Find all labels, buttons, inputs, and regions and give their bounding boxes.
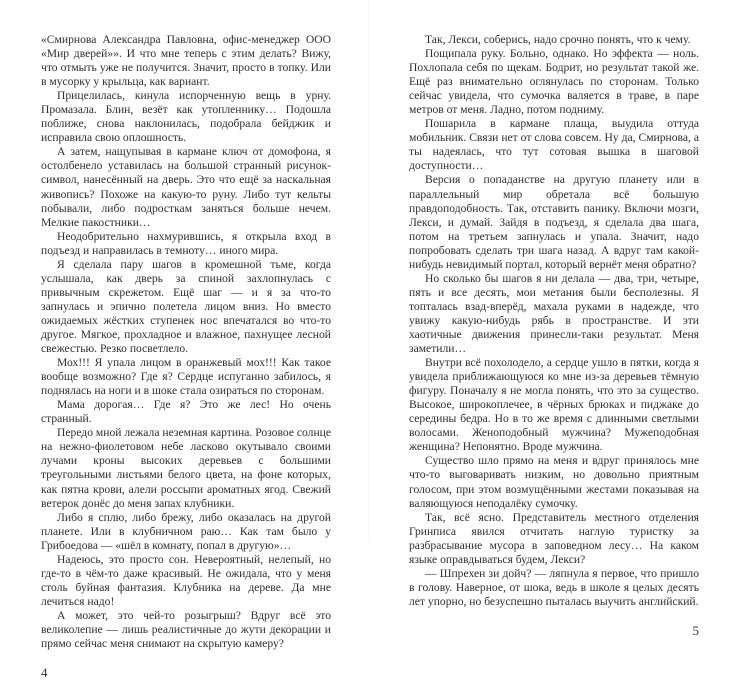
book-gutter bbox=[368, 0, 370, 540]
paragraph: Пощипала руку. Больно, однако. Но эффекта — ноль. Похлопала себя по щекам. Бодрит, но результат такой же. Ещё раз внимательно оглянулась по сторонам. Только сейчас увидела, что сумочка валяется в траве, в паре метров от меня. Ладно, потом подниму. bbox=[409, 47, 699, 117]
paragraph: Существо шло прямо на меня и вдруг принялось мне что-то выговаривать низким, но довольно приятным голосом, при этом возмущёнными жестами показывая на валяющуюся неподалёку сумочку. bbox=[409, 454, 699, 510]
paragraph: Либо я сплю, либо брежу, либо оказалась на другой планете. Или в клубничном раю… Как там было у Грибоедова — «шёл в комнату, попал в другую»… bbox=[41, 510, 331, 552]
page-number-right: 5 bbox=[692, 622, 699, 638]
paragraph: Так, Лекси, соберись, надо срочно понять, что к чему. bbox=[425, 33, 691, 46]
paragraph: Но сколько бы шагов я ни делала — два, три, четыре, пять и все десять, мои метания были бесполезны. Я топталась взад-вперёд, махала руками в надежде, что увижу какую-нибудь рябь в пространстве. И эти хаотичные движения принесли-таки результат. Меня заметили… bbox=[409, 271, 699, 356]
paragraph: Мох!!! Я упала лицом в оранжевый мох!!! Как такое вообще возможно? Где я? Сердце испуганно забилось, я поднялась на ноги и в шоке стала озираться по сторонам. bbox=[41, 356, 331, 398]
paragraph: А затем, нащупывая в кармане ключ от домофона, я остолбенело уставилась на большой странный рисунок-символ, нанесённый на дверь. Это что ещё за наскальная живопись? Похоже на какую-то руну. Либо тут кельты побывали, либо подросткам заняться больше нечем. Мелкие пакостники… bbox=[41, 145, 331, 229]
paragraph: Прицелилась, кинула испорченную вещь в урну. Промазала. Блин, везёт как утопленнику… Подошла поближе, снова наклонилась, подобрала бейджик и исправила свою оплошность. bbox=[41, 89, 331, 145]
right-page-text bbox=[409, 33, 699, 639]
paragraph: Так, всё ясно. Представитель местного отделения Гринписа явился отчитать наглую туристку за разбрасывание мусора в заповедном лесу… На каком языке оправдываться будем, Лекси? bbox=[409, 510, 699, 566]
left-page-text bbox=[41, 33, 331, 681]
paragraph: Мама дорогая… Где я? Это же лес! Но очень странный. bbox=[41, 398, 331, 426]
paragraph: Пошарила в кармане плаща, выудила оттуда мобильник. Связи нет от слова совсем. Ну да, Смирнова, а ты надеялась, что тут сотовая вышка в шаговой доступности… bbox=[409, 117, 699, 173]
paragraph: Версия о попаданстве на другую планету или в параллельный мир обретала всё большую правдоподобность. Так, отставить панику. Включи мозги, Лекси, и думай. Зайдя в подъезд, я сделала два шага, потом на третьем запнулась и упала. Значит, надо попробовать сделать три шага назад. А вдруг там какой-нибудь невидимый портал, который вернёт меня обратно? bbox=[409, 173, 699, 271]
paragraph: — Шпрехен зи дойч? — ляпнула я первое, что пришло в голову. Наверное, от шока, ведь в школе я целых десять лет упорно, но безуспешно пыталась выучить английский. bbox=[409, 566, 699, 608]
paragraph: Я сделала пару шагов в кромешной тьме, когда услышала, как дверь за спиной захлопнулась с привычным скрежетом. Ещё шаг — и я за что-то запнулась и эпично полетела лицом вниз. Но вместо ожидаемых жёстких ступенек нос впечатался во что-то другое. Мягкое, прохладное и влажное, пахнущее лесной свежестью. Резко посветлело. bbox=[41, 257, 331, 356]
paragraph: Неодобрительно нахмурившись, я открыла вход в подъезд и направилась в темноту… иного мира. bbox=[41, 229, 331, 257]
page-number-left: 4 bbox=[41, 665, 48, 681]
paragraph: Надеюсь, это просто сон. Невероятный, нелепый, но где-то в чём-то даже красивый. Не ожидала, что у меня столь буйная фантазия. Клубника на дереве. Да мне лечиться надо! bbox=[41, 552, 331, 608]
paragraph: «Смирнова Александра Павловна, офис-менеджер ООО «Мир дверей»». И что мне теперь с этим делать? Вижу, что отмыть уже не получится. Значит, просто в топку. Или в мусорку у крыльца, как вариант. bbox=[41, 33, 331, 89]
paragraph: Внутри всё похолодело, а сердце ушло в пятки, когда я увидела приближающуюся ко мне из-за деревьев тёмную фигуру. Поначалу я не могла понять, что это за существо. Высокое, широкоплечее, в чёрных брюках и пиджаке до середины бедра. Но в то же время с длинными светлыми волосами. Женоподобный мужчина? Мужеподобная женщина? Непонятно. Вроде мужчина. bbox=[409, 356, 699, 454]
paragraph: Передо мной лежала неземная картина. Розовое солнце на нежно-фиолетовом небе ласково окутывало своими лучами кроны высоких деревьев с большими треугольными листьями белого цвета, на фоне которых, как пятна крови, алели россыпи ароматных ягод. Свежий ветерок донёс до меня запах клубники. bbox=[41, 426, 331, 510]
paragraph: А может, это чей-то розыгрыш? Вдруг всё это великолепие — лишь реалистичные до жути декорации и прямо сейчас меня снимают на скрытую камеру? bbox=[41, 608, 331, 651]
